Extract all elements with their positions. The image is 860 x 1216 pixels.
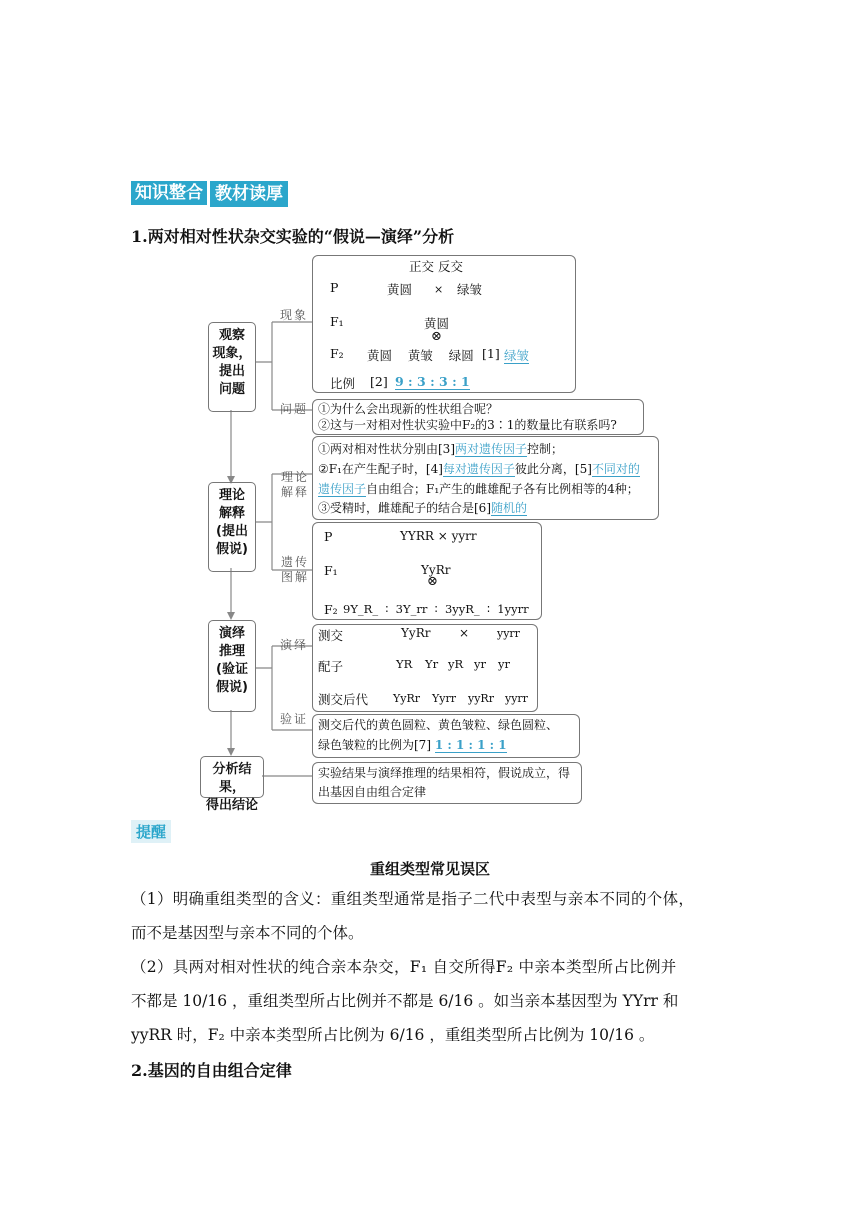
diag-f1-value: YyRr [421, 563, 451, 577]
theory-line4 [318, 499, 527, 516]
stage-line: 推理 [218, 644, 245, 659]
f2-values: 黄圆 黄皱 绿圆 [367, 348, 474, 363]
answer-text: 不同对的 [591, 462, 640, 476]
blank2-answer [395, 374, 470, 389]
badge-part1: 知识整合 [131, 181, 207, 205]
stage-line: (提出 [216, 524, 248, 539]
p-right: 绿皱 [457, 282, 483, 297]
stage-line: 理论 [218, 488, 245, 503]
stage-line: 得出结论 [205, 798, 258, 813]
cross-sign: × [434, 283, 444, 296]
conclusion-line1: 实验结果与演绎推理的结果相符，假说成立，得 [318, 766, 571, 780]
selfing-icon: ⊗ [427, 574, 438, 589]
tip-para1-line2: 而不是基因型与亲本不同的个体。 [131, 924, 364, 942]
diag-f2-value: 9Y_R_ ∶ 3Y_rr ∶ 3yyR_ ∶ 1yyrr [343, 602, 529, 616]
diag-f2-label: F₂ [324, 602, 338, 617]
selfing-icon: ⊗ [431, 329, 442, 344]
verify-line1: 测交后代的黄色圆粒、黄色皱粒、绿色圆粒、 [318, 718, 559, 732]
f1-label: F₁ [330, 314, 344, 329]
theory-text: 自由组合；F₁产生的雌雄配子各有比例相等的4种； [366, 482, 639, 496]
blank2-prefix: [2] [370, 374, 388, 389]
stage-line: 假说) [216, 542, 248, 557]
offspring: yyRr [468, 692, 494, 705]
section1-title: 1.两对相对性状杂交实验的“假说—演绎”分析 [131, 227, 455, 246]
stage-line: 观察 [218, 328, 245, 343]
f2-label: F₂ [330, 346, 344, 361]
p-left: 黄圆 [387, 282, 413, 297]
testcross-right: yyrr [497, 627, 520, 640]
verify-text: 绿色皱粒的比例为[7] [318, 738, 431, 752]
ratio-label: 比例 [330, 376, 356, 391]
blank1-answer [504, 346, 538, 364]
gamete: yr [474, 657, 486, 671]
answer-text: 每对遗传因子 [442, 462, 515, 476]
section2-title: 2.基因的自由组合定律 [131, 1061, 292, 1080]
answer-text: 随机的 [491, 501, 528, 515]
offspring: YyRr [393, 692, 421, 705]
offspring: yyrr [505, 692, 528, 705]
testcross-label: 测交 [318, 628, 344, 643]
stage-observe [208, 322, 256, 412]
theory-text: 彼此分离，[5] [514, 462, 592, 476]
answer-text: 绿皱 [504, 348, 530, 363]
f1-value: 黄圆 [424, 316, 450, 331]
stage-line: 提出 [218, 364, 245, 379]
stage-theory [208, 482, 256, 572]
gamete: Yr [425, 657, 439, 671]
tip-para2-line2: 不都是 10/16 ，重组类型所占比例并不都是 6/16 。如当亲本基因型为 YYrr 和 [131, 992, 679, 1010]
stage-line: 问题 [218, 382, 245, 397]
theory-text: ③受精时，雌雄配子的结合是[6] [318, 501, 491, 515]
offspring-label: 测交后代 [318, 692, 369, 707]
diag-p-label: P [324, 529, 333, 544]
stage-conclude [200, 756, 264, 813]
theory-line3 [318, 480, 639, 497]
answer-text: 两对遗传因子 [455, 442, 528, 456]
theory-text: ①两对相对性状分别由[3] [318, 442, 455, 456]
tip-para2-line3: yyRR 时，F₂ 中亲本类型所占比例为 6/16 ，重组类型所占比例为 10/16 。 [131, 1026, 655, 1044]
p-label: P [330, 280, 339, 295]
answer-text: 9 : 3 : 3 : 1 [395, 374, 470, 389]
stage-line: 演绎 [218, 626, 245, 641]
stage-line: 现象， [212, 346, 252, 361]
theory-line2 [318, 460, 640, 477]
answer-text: 遗传因子 [318, 482, 367, 496]
label-question: 问题 [280, 402, 309, 416]
stage-line: 假说) [216, 680, 248, 695]
diag-f1-label: F₁ [324, 563, 338, 578]
gamete: YR [396, 657, 413, 671]
verify-line2 [318, 736, 507, 753]
label-verify: 验证 [280, 712, 309, 726]
answer-text: 1 : 1 : 1 : 1 [434, 738, 507, 752]
question-1: ①为什么会出现新的性状组合呢？ [318, 402, 499, 416]
stage-line: (验证 [216, 662, 248, 677]
label-diagram: 遗传图解 [281, 555, 310, 584]
stage-line: 解释 [218, 506, 245, 521]
tip-label: 提醒 [131, 820, 171, 843]
tip-title: 重组类型常见误区 [369, 860, 490, 878]
blank1-prefix: [1] [482, 346, 500, 361]
theory-line1 [318, 440, 563, 457]
tip-para1-line1: （1）明确重组类型的含义：重组类型通常是指子二代中表型与亲本不同的个体， [131, 890, 695, 908]
label-theory: 理论解释 [281, 470, 310, 499]
offspring: Yyrr [432, 692, 456, 705]
gamete-label: 配子 [318, 659, 344, 674]
label-deduce: 演绎 [280, 638, 309, 652]
theory-text: ②F₁在产生配子时，[4] [318, 462, 443, 476]
theory-text: 控制； [527, 442, 564, 456]
diag-p-value: YYRR × yyrr [400, 529, 477, 543]
cross-label: 正交 反交 [409, 259, 463, 274]
testcross-cross: × [459, 626, 470, 640]
badge-part2: 教材读厚 [210, 181, 288, 207]
question-2: ②这与一对相对性状实验中F₂的3∶1的数量比有联系吗? [318, 418, 617, 432]
gamete: yr [498, 657, 510, 671]
stage-deduce [208, 620, 256, 712]
stage-line: 分析结果， [212, 762, 252, 795]
conclusion-line2: 出基因自由组合定律 [318, 785, 427, 799]
gamete: yR [448, 657, 464, 671]
testcross-left: YyRr [401, 626, 431, 640]
tip-para2-line1: （2）具两对相对性状的纯合亲本杂交，F₁ 自交所得F₂ 中亲本类型所占比例并 [131, 958, 677, 976]
label-phenomenon: 现象 [280, 308, 309, 322]
